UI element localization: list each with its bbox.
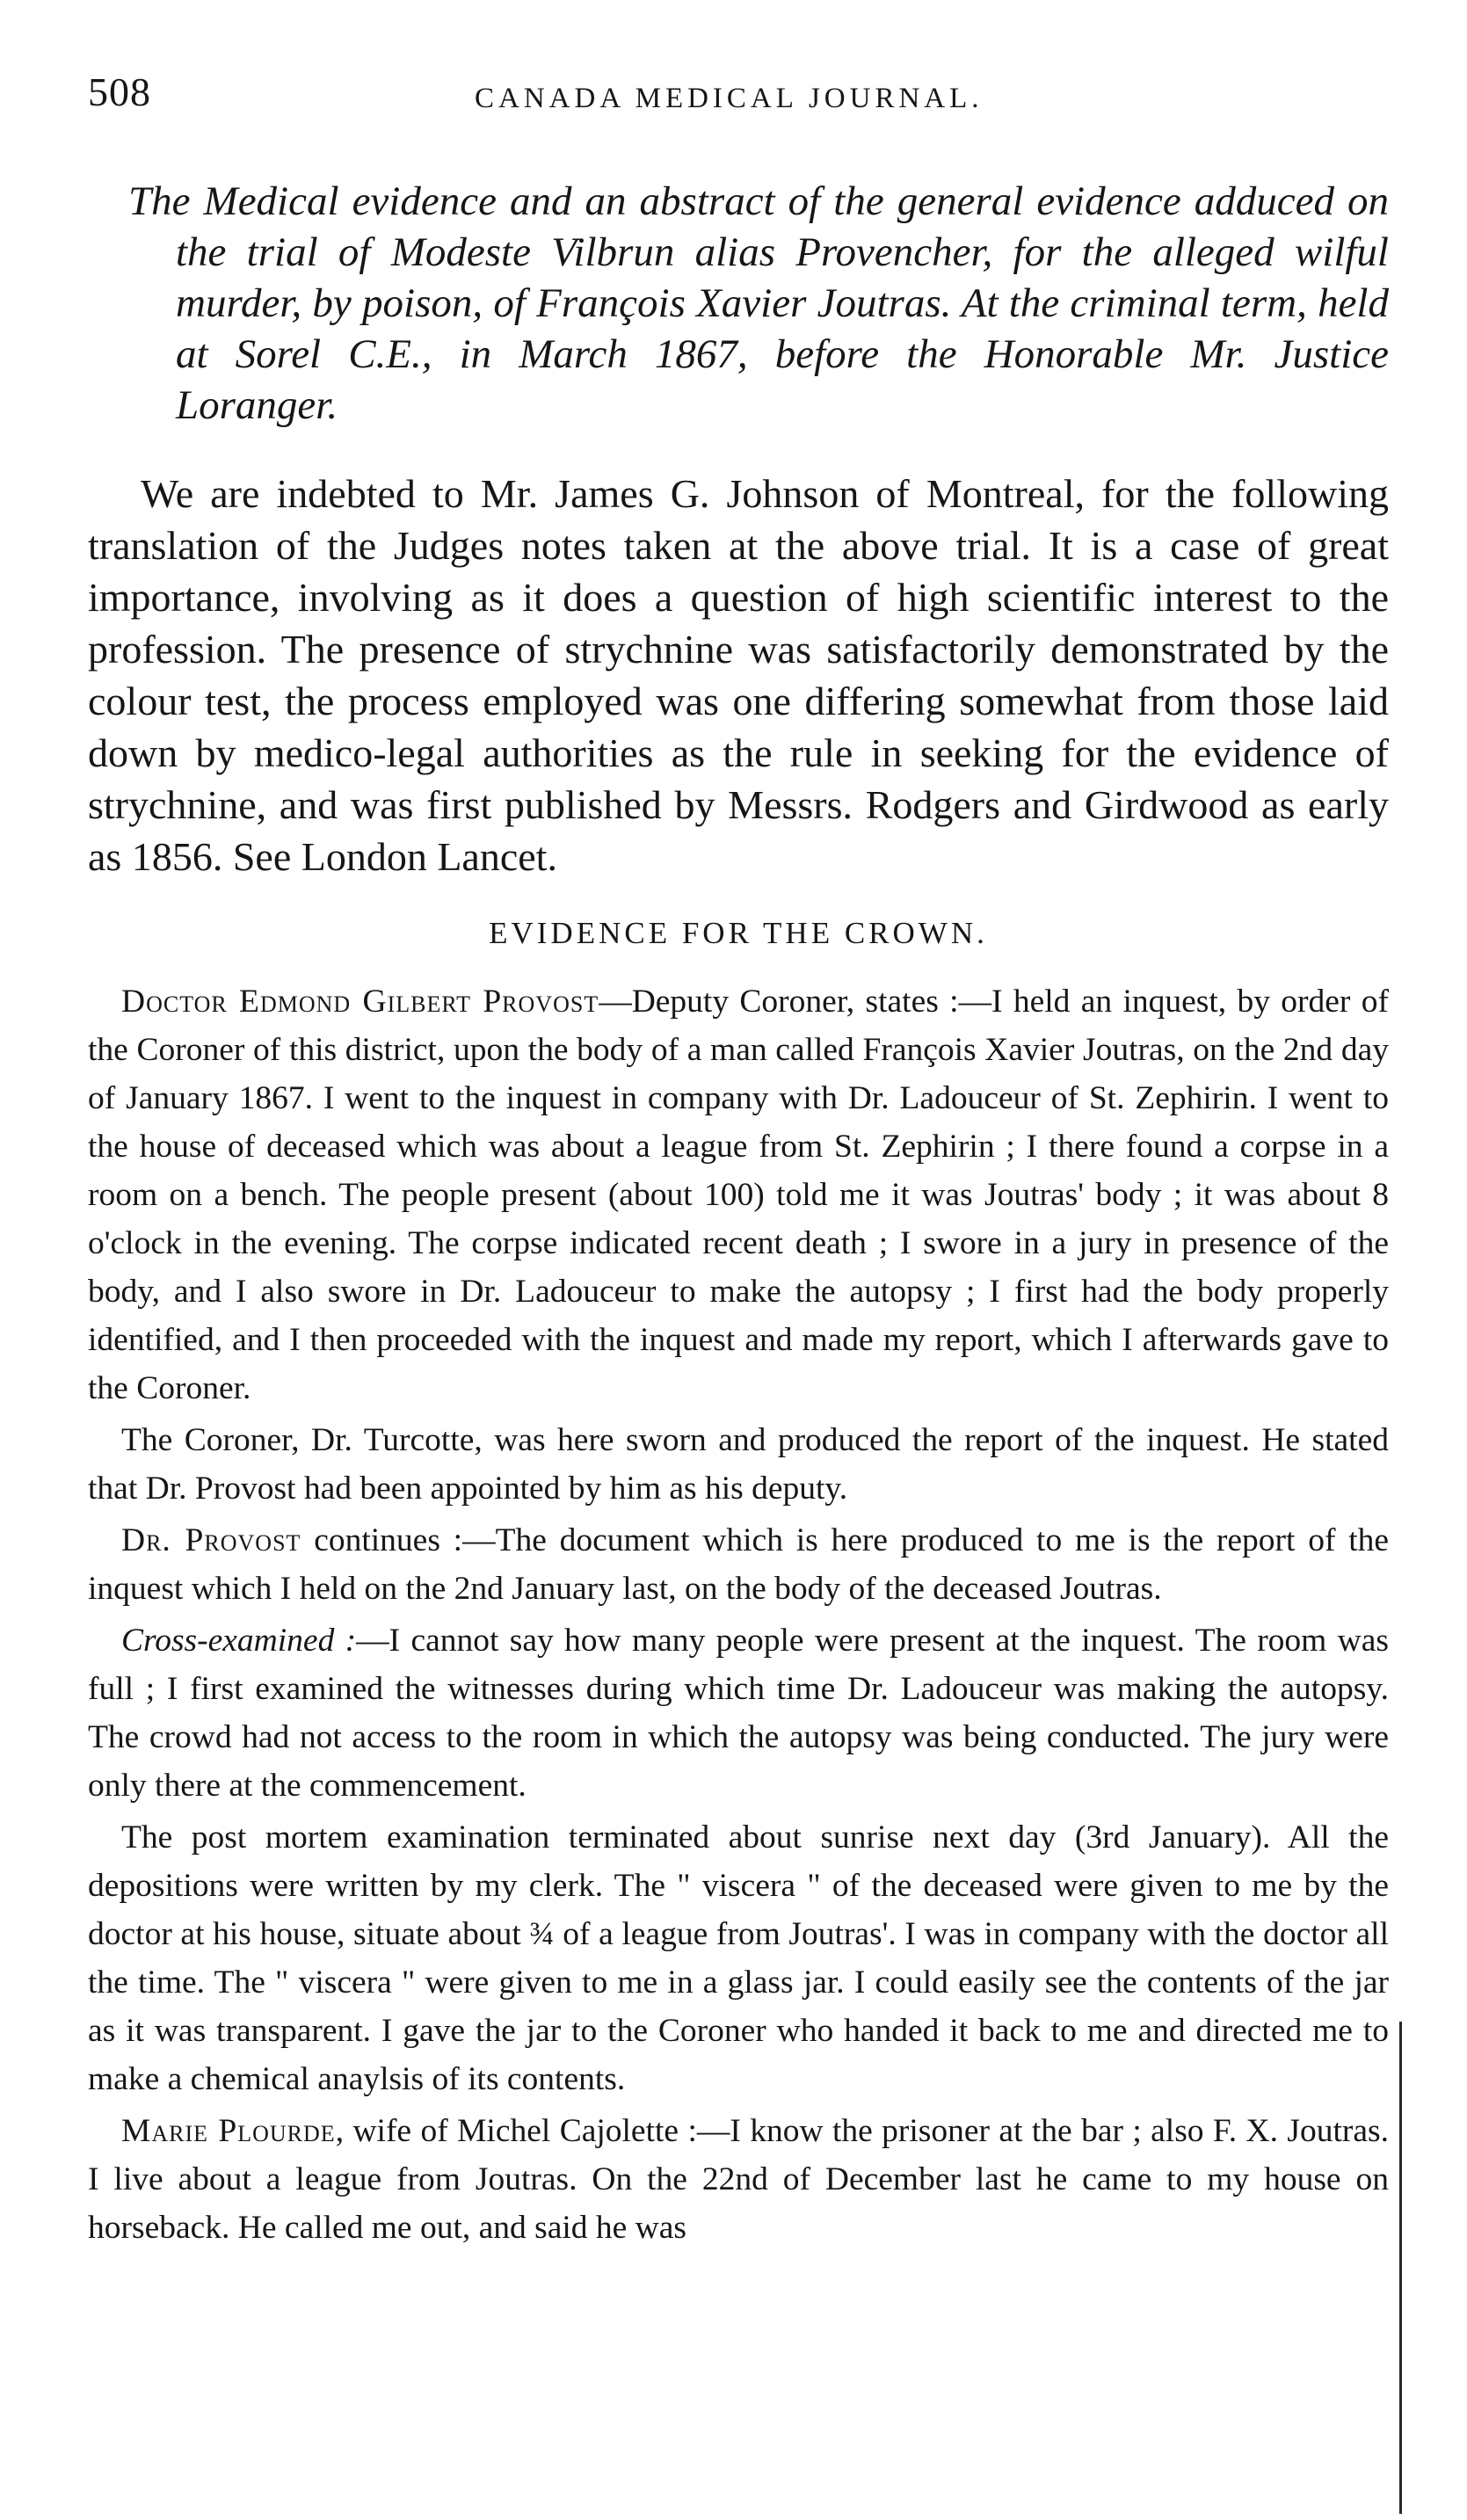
paragraph-text: —I cannot say how many people were present at the inquest. The room was full ; I first examined the witnesses during which time Dr. Ladouceur was making the autopsy. The crowd had not access to the room in which the autopsy was being conducted. The jury were only there at the commencement. <box>88 1623 1389 1804</box>
intro-paragraph: We are indebted to Mr. James G. Johnson of Montreal, for the following translation of the Judges notes taken at the above trial. It is a case of great importance, involving as it does a question of high scientific interest to the profession. The presence of strychnine was satisfactorily demonstrated by the colour test, the process employed was one differing somewhat from those laid down by medico-legal authorities as the rule in seeking for the evidence of strychnine, and was first published by Messrs. Rodgers and Girdwood as early as 1856. See London Lancet. <box>88 471 1389 879</box>
evidence-paragraph <box>88 1616 1389 1810</box>
evidence-body <box>88 977 1389 2252</box>
article-title: The Medical evidence and an abstract of the general evidence adduced on the trial of Modeste Vilbrun alias Provencher, for the alleged wilful murder, by poison, of François Xavier Joutras. At the criminal term, held at Sorel C.E., in March 1867, before the Honorable Mr. Justice Loranger. <box>128 178 1389 428</box>
paragraph-text: , wife of Michel Cajolette :—I know the prisoner at the bar ; also F. X. Joutras. I live about a league from Joutras. On the 22nd of December last he came to my house on horseback. He called me out, and said he was <box>88 2113 1389 2246</box>
evidence-paragraph <box>88 1516 1389 1613</box>
evidence-paragraph <box>88 2107 1389 2252</box>
evidence-paragraph <box>88 1416 1389 1513</box>
paragraph-text: —Deputy Coroner, states :—I held an inquest, by order of the Coroner of this district, upon the body of a man called François Xavier Joutras, on the 2nd day of January 1867. I went to the inquest in company with Dr. Ladouceur of St. Zephirin. I went to the house of deceased which was about a league from St. Zephirin ; I there found a corpse in a room on a bench. The people present (about 100) told me it was Joutras' body ; it was about 8 o'clock in the evening. The corpse indicated recent death ; I swore in a jury in presence of the body, and I also swore in Dr. Ladouceur to make the autopsy ; I first had the body properly identified, and I then proceeded with the inquest and made my report, which I afterwards gave to the Coroner. <box>88 984 1389 1406</box>
paragraph-lead: Marie Plourde <box>121 2113 336 2149</box>
paragraph-lead: Cross-examined : <box>121 1623 357 1659</box>
running-head: CANADA MEDICAL JOURNAL. <box>475 83 984 114</box>
document-page <box>88 69 1389 2252</box>
paragraph-text: The Coroner, Dr. Turcotte, was here sworn and produced the report of the inquest. He stated that Dr. Provost had been appointed by him as his deputy. <box>88 1422 1389 1507</box>
paragraph-lead: Dr. Provost <box>121 1522 301 1558</box>
margin-rule <box>1399 2022 1402 2514</box>
paragraph-text: The post mortem examination terminated about sunrise next day (3rd January). All the depositions were written by my clerk. The " viscera " of the deceased were given to me by the doctor at his house, situate about ¾ of a league from Joutras'. I was in company with the doctor all the time. The " viscera " were given to me in a glass jar. I could easily see the contents of the jar as it was transparent. I gave the jar to the Coroner who handed it back to me and directed me to make a chemical anaylsis of its contents. <box>88 1819 1389 2097</box>
paragraph-text: continues :—The document which is here produced to me is the report of the inquest which I held on the 2nd January last, on the body of the deceased Joutras. <box>88 1522 1390 1607</box>
paragraph-lead: Doctor Edmond Gilbert Provost <box>121 984 599 1020</box>
evidence-paragraph <box>88 1813 1389 2103</box>
page-header <box>88 69 1389 130</box>
page-number: 508 <box>88 69 151 114</box>
section-heading: EVIDENCE FOR THE CROWN. <box>489 916 988 950</box>
evidence-paragraph <box>88 977 1389 1413</box>
